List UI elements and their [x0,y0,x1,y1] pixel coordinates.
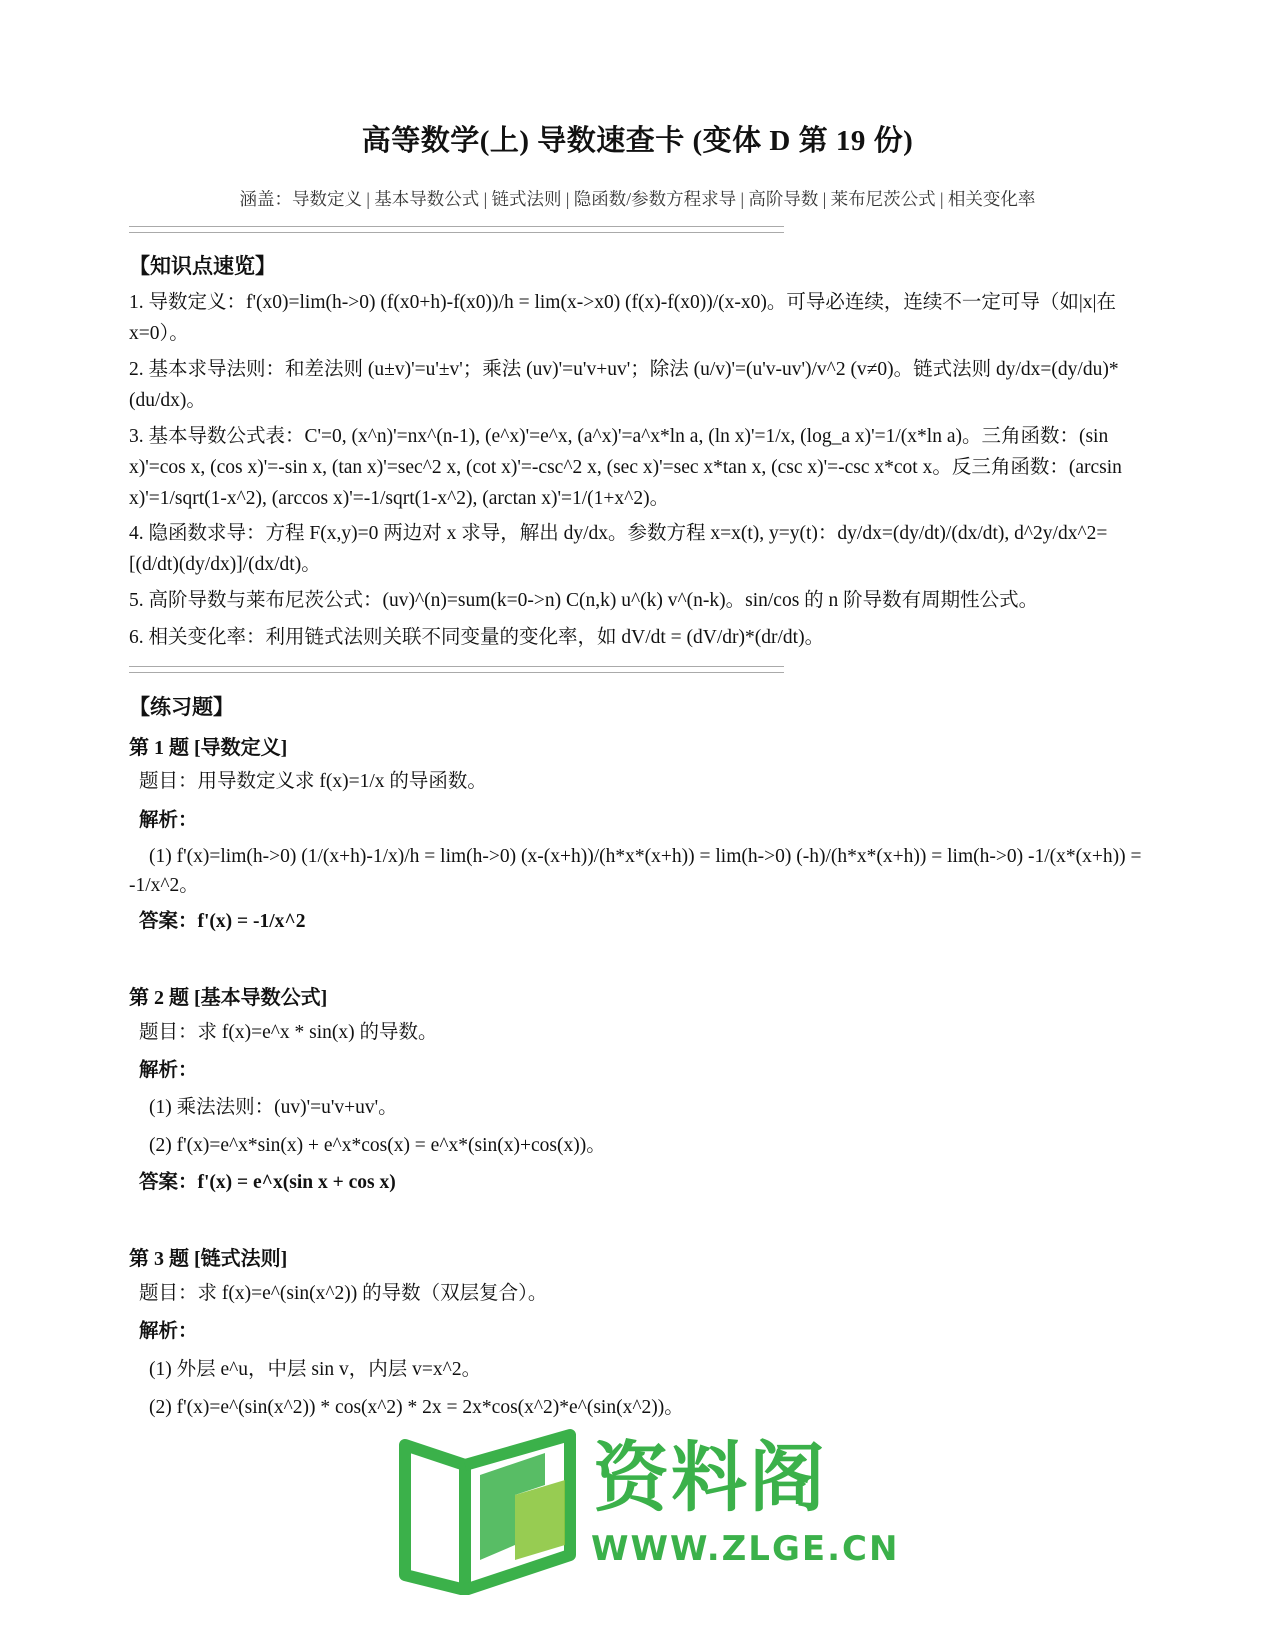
book-icon [395,1425,595,1595]
question-3-analysis-label: 解析： [139,1321,198,1342]
knowledge-item: 5. 高阶导数与莱布尼茨公式：(uv)^(n)=sum(k=0->n) C(n,k) u^(k) v^(n-k)。sin/cos 的 n 阶导数有周期性公式。 [129,590,1039,611]
question-2-step-2: (2) f'(x)=e^x*sin(x) + e^x*cos(x) = e^x*(sin(x)+cos(x))。 [149,1135,606,1156]
question-3-heading: 第 3 题 [链式法则] [129,1248,288,1270]
question-2-step-1: (1) 乘法法则：(uv)'=u'v+uv'。 [149,1097,398,1118]
watermark-url: WWW.ZLGE.CN [591,1529,900,1569]
practice-heading: 【练习题】 [129,695,234,719]
watermark-logo [395,1425,900,1595]
page-subtitle: 涵盖：导数定义 | 基本导数公式 | 链式法则 | 隐函数/参数方程求导 | 高阶导数 | 莱布尼茨公式 | 相关变化率 [239,189,1036,209]
question-1-problem: 题目：用导数定义求 f(x)=1/x 的导函数。 [139,771,487,792]
question-3-problem: 题目：求 f(x)=e^(sin(x^2)) 的导数（双层复合）。 [139,1283,548,1304]
page-title: 高等数学(上) 导数速查卡 (变体 D 第 19 份) [361,125,914,157]
knowledge-item: 2. 基本求导法则：和差法则 (u±v)'=u'±v'；乘法 (uv)'=u'v+uv'；除法 (u/v)'=(u'v-uv')/v^2 (v≠0)。链式法则 dy/dx=(dy/du)*(du/dx)。 [129,359,1119,411]
knowledge-item: 6. 相关变化率：利用链式法则关联不同变量的变化率，如 dV/dt = (dV/dr)*(dr/dt)。 [129,627,825,648]
knowledge-item: 1. 导数定义：f'(x0)=lim(h->0) (f(x0+h)-f(x0))/h = lim(x->x0) (f(x)-f(x0))/(x-x0)。可导必连续，连续不一定可导（如|x|在 x=0）。 [129,292,1116,344]
question-2-analysis-label: 解析： [139,1060,198,1081]
divider [129,226,784,233]
question-1-analysis-label: 解析： [139,810,198,831]
watermark-text: 资料阁 [593,1433,827,1522]
question-1-heading: 第 1 题 [导数定义] [129,737,288,759]
question-3-step-1: (1) 外层 e^u，中层 sin v，内层 v=x^2。 [149,1359,482,1380]
divider [129,666,784,673]
question-2-heading: 第 2 题 [基本导数公式] [129,987,328,1009]
knowledge-heading: 【知识点速览】 [129,254,276,278]
question-1-answer: 答案：f'(x) = -1/x^2 [139,911,306,932]
knowledge-item: 3. 基本导数公式表：C'=0, (x^n)'=nx^(n-1), (e^x)'=e^x, (a^x)'=a^x*ln a, (ln x)'=1/x, (log_a x)'=1/(x*ln a)。三角函数：(sin x)'=cos x, (cos x)'=-sin x, (tan x)'=sec^2 x, (cot x)'=-csc^2 x, (sec x)'=sec x*tan x, (csc x)'=-csc x*cot x。反三角函数：(arcsin x)'=1/sqrt(1-x^2), (arccos x)'=-1/sqrt(1-x^2), (arctan x)'=1/(1+x^2)。 [129,426,1122,509]
question-1-step-1: (1) f'(x)=lim(h->0) (1/(x+h)-1/x)/h = lim(h->0) (x-(x+h))/(h*x*(x+h)) = lim(h->0) (-h)/(h*x*(x+h)) = lim(h->0) -1/(x*(x+h)) = -1/x^2。 [129,846,1142,896]
knowledge-item: 4. 隐函数求导：方程 F(x,y)=0 两边对 x 求导，解出 dy/dx。参数方程 x=x(t), y=y(t)：dy/dx=(dy/dt)/(dx/dt), d^2y/dx^2=[(d/dt)(dy/dx)]/(dx/dt)。 [129,523,1108,575]
question-2-answer: 答案：f'(x) = e^x(sin x + cos x) [139,1172,396,1193]
question-3-step-2: (2) f'(x)=e^(sin(x^2)) * cos(x^2) * 2x = 2x*cos(x^2)*e^(sin(x^2))。 [149,1397,684,1418]
question-2-problem: 题目：求 f(x)=e^x * sin(x) 的导数。 [139,1022,438,1043]
